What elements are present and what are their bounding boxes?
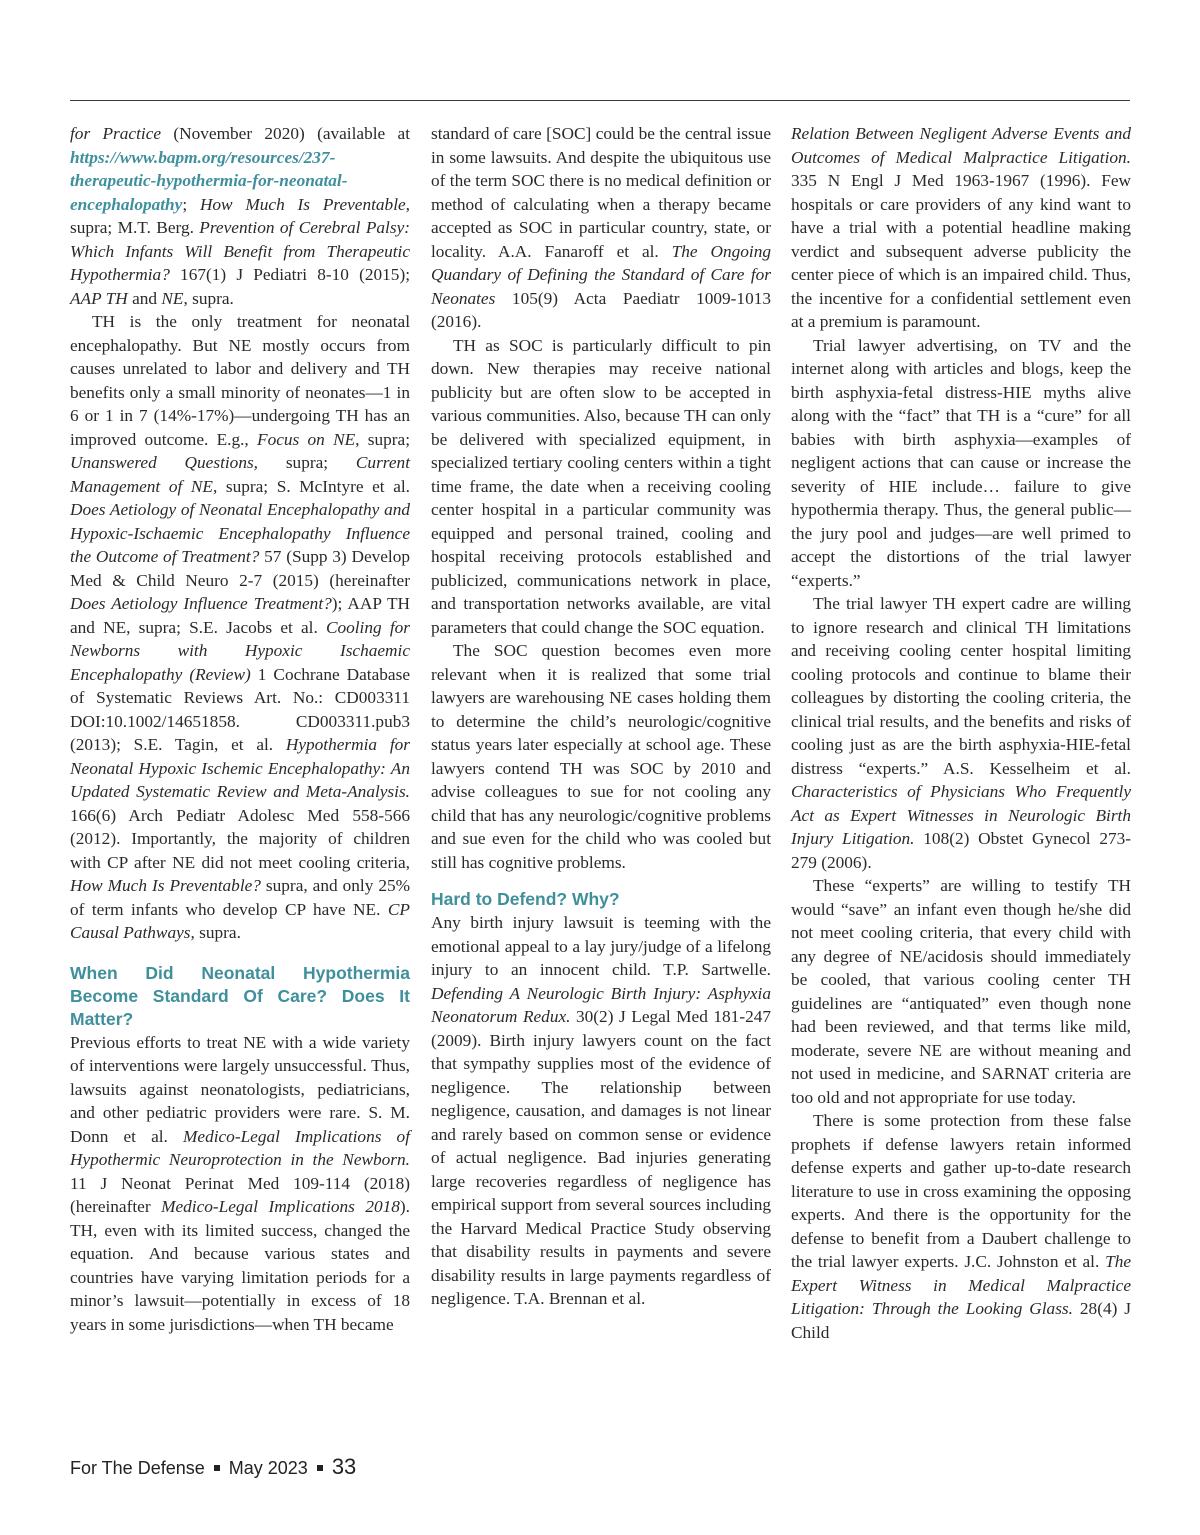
page-number: 33 [331, 1454, 357, 1479]
publication-name: For The Defense [70, 1458, 205, 1478]
paragraph: These “experts” are willing to testify TH would “save” an infant even though he/she did not meet cooling criteria, that every child with any degree of NE/acidosis should immediately be cooled, that various cooling center TH guidelines are “antiquated” even though none had been reviewed, and that terms like mild, moderate, severe NE are without meaning and not used in medicine, and SARNAT criteria are too old and not appropriate for use today. [791, 876, 1131, 1107]
section-heading: When Did Neonatal Hypothermia Become Standard Of Care? Does It Matter? [70, 962, 410, 1029]
header-rule [70, 100, 1130, 101]
paragraph: There is some protection from these false prophets if defense lawyers retain informed defense experts and gather up-to-date research literature to use in cross examining the opposing experts. And there is the opportunity for the defense to benefit from a Daubert challenge to the trial lawyer experts. J.C. Johnston et al. The Expert Witness in Medical Malpractice Litigation: Through the Looking Glass. 28(4) J Child [791, 1111, 1131, 1342]
column-2 [431, 122, 771, 1311]
bullet-separator [214, 1465, 220, 1471]
column-3 [791, 122, 1131, 1344]
paragraph: Relation Between Negligent Adverse Events and Outcomes of Medical Malpractice Litigation. 335 N Engl J Med 1963-1967 (1996). Few hospitals or care providers of any kind want to have a trial with a potential headline making verdict and subsequent adverse publicity the center piece of which is an impaired child. Thus, the incentive for a confidential settlement even at a premium is paramount. [791, 124, 1131, 331]
paragraph: TH as SOC is particularly difficult to pin down. New therapies may receive national publicity but are often slow to be accepted in various communities. Also, because TH can only be delivered with specialized equipment, in specialized tertiary cooling centers within a tight time frame, the date when a receiving cooling center hospital in a particular community was equipped and personal trained, cooling and hospital receiving protocols established and publicized, communications network in place, and transportation networks available, are vital parameters that could change the SOC equation. [431, 335, 771, 637]
column-1 [70, 122, 410, 1336]
paragraph: The SOC question becomes even more relevant when it is realized that some trial lawyers are warehousing NE cases holding them to determine the child’s neurologic/cognitive status years later especially at school age. These lawyers contend TH was SOC by 2010 and advise colleagues to sue for not cooling any child that has any neurologic/cognitive problems and sue even for the child who was cooled but still has cognitive problems. [431, 641, 771, 872]
paragraph: Trial lawyer advertising, on TV and the internet along with articles and blogs, keep the birth asphyxia-fetal distress-HIE myths alive along with the “fact” that TH is a “cure” for all babies with birth asphyxia—examples of negligent actions that can cause or increase the severity of HIE include… failure to give hypothermia therapy. Thus, the general public—the jury pool and judges—are well primed to accept the distortions of the trial lawyer “experts.” [791, 335, 1131, 590]
bullet-separator [317, 1465, 323, 1471]
bapm-link[interactable]: https://www.bapm.org/resources/237-therapeutic-hypothermia-for-neonatal-encephalopathy [70, 147, 348, 214]
paragraph: Any birth injury lawsuit is teeming with the emotional appeal to a lay jury/judge of a lifelong injury to an innocent child. T.P. Sartwelle. Defending A Neurologic Birth Injury: Asphyxia Neonatorum Redux. 30(2) J Legal Med 181-247 (2009). Birth injury lawyers count on the fact that sympathy supplies most of the evidence of negligence. The relationship between negligence, causation, and damages is not linear and rarely based on common sense or evidence of actual negligence. Bad injuries generating large recoveries regardless of negligence has empirical support from several sources including the Harvard Medical Practice Study observing that disability results in payments and severe disability results in large payments regardless of negligence. T.A. Brennan et al. [431, 913, 771, 1308]
section-heading: Hard to Defend? Why? [431, 889, 620, 909]
paragraph: standard of care [SOC] could be the central issue in some lawsuits. And despite the ubiquitous use of the term SOC there is no medical definition or method of calculating when a therapy became accepted as SOC in particular country, state, or locality. A.A. Fanaroff et al. The Ongoing Quandary of Defining the Standard of Care for Neonates 105(9) Acta Paediatr 1009-1013 (2016). [431, 124, 771, 331]
issue-date: May 2023 [228, 1458, 308, 1478]
paragraph: TH is the only treatment for neonatal encephalopathy. But NE mostly occurs from causes unrelated to labor and delivery and TH benefits only a small minority of neonates—1 in 6 or 1 in 7 (14%-17%)—undergoing TH has an improved outcome. E.g., Focus on NE, supra; Unanswered Questions, supra; Current Management of NE, supra; S. McIntyre et al. Does Aetiology of Neonatal Encephalopathy and Hypoxic-Ischaemic Encephalopathy Influence the Outcome of Treatment? 57 (Supp 3) Develop Med & Child Neuro 2-7 (2015) (hereinafter Does Aetiology Influence Treatment?); AAP TH and NE, supra; S.E. Jacobs et al. Cooling for Newborns with Hypoxic Ischaemic Encephalopathy (Review) 1 Cochrane Database of Systematic Reviews Art. No.: CD003311 DOI:10.1002/14651858. CD003311.pub3 (2013); S.E. Tagin, et al. Hypothermia for Neonatal Hypoxic Ischemic Encephalopathy: An Updated Systematic Review and Meta-Analysis. 166(6) Arch Pediatr Adolesc Med 558-566 (2012). Importantly, the majority of children with CP after NE did not meet cooling criteria, How Much Is Preventable? supra, and only 25% of term infants who develop CP have NE. CP Causal Pathways, supra. [70, 312, 411, 942]
page-footer [70, 1454, 356, 1480]
paragraph: Previous efforts to treat NE with a wide variety of interventions were largely unsuccessful. Thus, lawsuits against neonatologists, pediatricians, and other pediatric providers were rare. S. M. Donn et al. Medico-Legal Implications of Hypothermic Neuroprotection in the Newborn. 11 J Neonat Perinat Med 109-114 (2018) (hereinafter Medico-Legal Implications 2018). TH, even with its limited success, changed the equation. And because various states and countries have varying limitation periods for a minor’s lawsuit—potentially in excess of 18 years in some jurisdictions—when TH became [70, 1032, 410, 1334]
paragraph: for Practice (November 2020) (available at https://www.bapm.org/resources/237-therapeutic-hypothermia-for-neonatal-encephalopathy; How Much Is Preventable, supra; M.T. Berg. Prevention of Cerebral Palsy: Which Infants Will Benefit from Therapeutic Hypothermia? 167(1) J Pediatri 8-10 (2015); AAP TH and NE, supra. [70, 124, 410, 308]
paragraph: The trial lawyer TH expert cadre are willing to ignore research and clinical TH limitations and receiving cooling center hospital limiting cooling protocols and continue to blame their colleagues by distorting the cooling criteria, the clinical trial results, and the benefits and risks of cooling just as are the birth asphyxia-HIE-fetal distress “experts.” A.S. Kesselheim et al. Characteristics of Physicians Who Frequently Act as Expert Witnesses in Neurologic Birth Injury Litigation. 108(2) Obstet Gynecol 273-279 (2006). [791, 594, 1131, 872]
